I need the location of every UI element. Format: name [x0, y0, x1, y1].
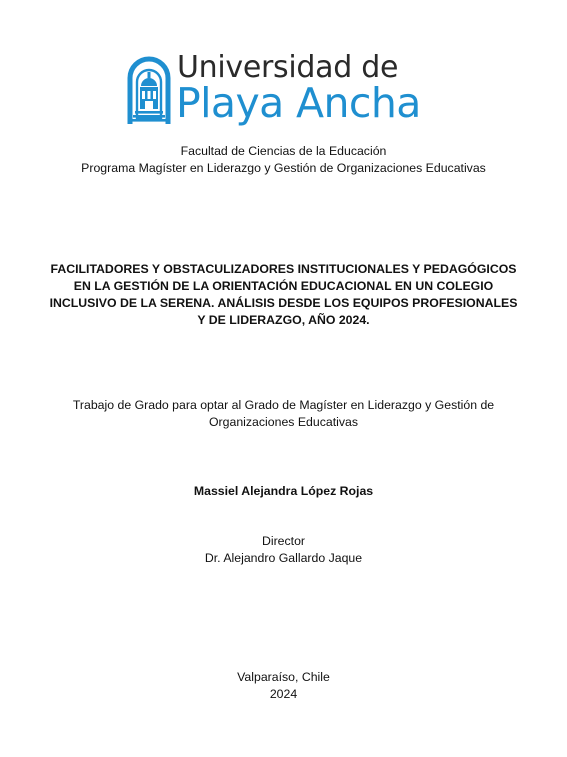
- university-logo: [127, 50, 427, 131]
- author-name: Massiel Alejandra López Rojas: [193, 484, 374, 498]
- program-name: Programa Magíster en Liderazgo y Gestión de Organizaciones Educativas: [81, 161, 486, 175]
- degree-line: Trabajo de Grado para optar al Grado de Magíster en Liderazgo y Gestión de: [72, 398, 495, 412]
- title-line: EN LA GESTIÓN DE LA ORIENTACIÓN EDUCACIONAL EN UN COLEGIO: [73, 279, 494, 293]
- place-date-block: [0, 669, 567, 703]
- degree-line: Organizaciones Educativas: [208, 415, 358, 429]
- title-line: FACILITADORES Y OBSTACULIZADORES INSTITUCIONALES Y PEDAGÓGICOS: [50, 262, 517, 276]
- director-block: [0, 533, 567, 567]
- logo-text-line1: Universidad de: [177, 50, 399, 85]
- faculty-name: Facultad de Ciencias de la Educación: [180, 144, 387, 158]
- degree-statement: [30, 397, 537, 431]
- thesis-title: [20, 261, 547, 329]
- logo-text-line2: Playa Ancha: [176, 79, 421, 127]
- title-line: Y DE LIDERAZGO, AÑO 2024.: [197, 313, 370, 327]
- year: 2024: [269, 687, 298, 701]
- director-label: Director: [261, 534, 306, 548]
- city: Valparaíso, Chile: [237, 670, 330, 684]
- university-seal-icon: [127, 56, 171, 126]
- title-line: INCLUSIVO DE LA SERENA. ANÁLISIS DESDE LOS EQUIPOS PROFESIONALES: [49, 296, 518, 310]
- faculty-block: [0, 143, 567, 177]
- director-name: Dr. Alejandro Gallardo Jaque: [204, 551, 363, 565]
